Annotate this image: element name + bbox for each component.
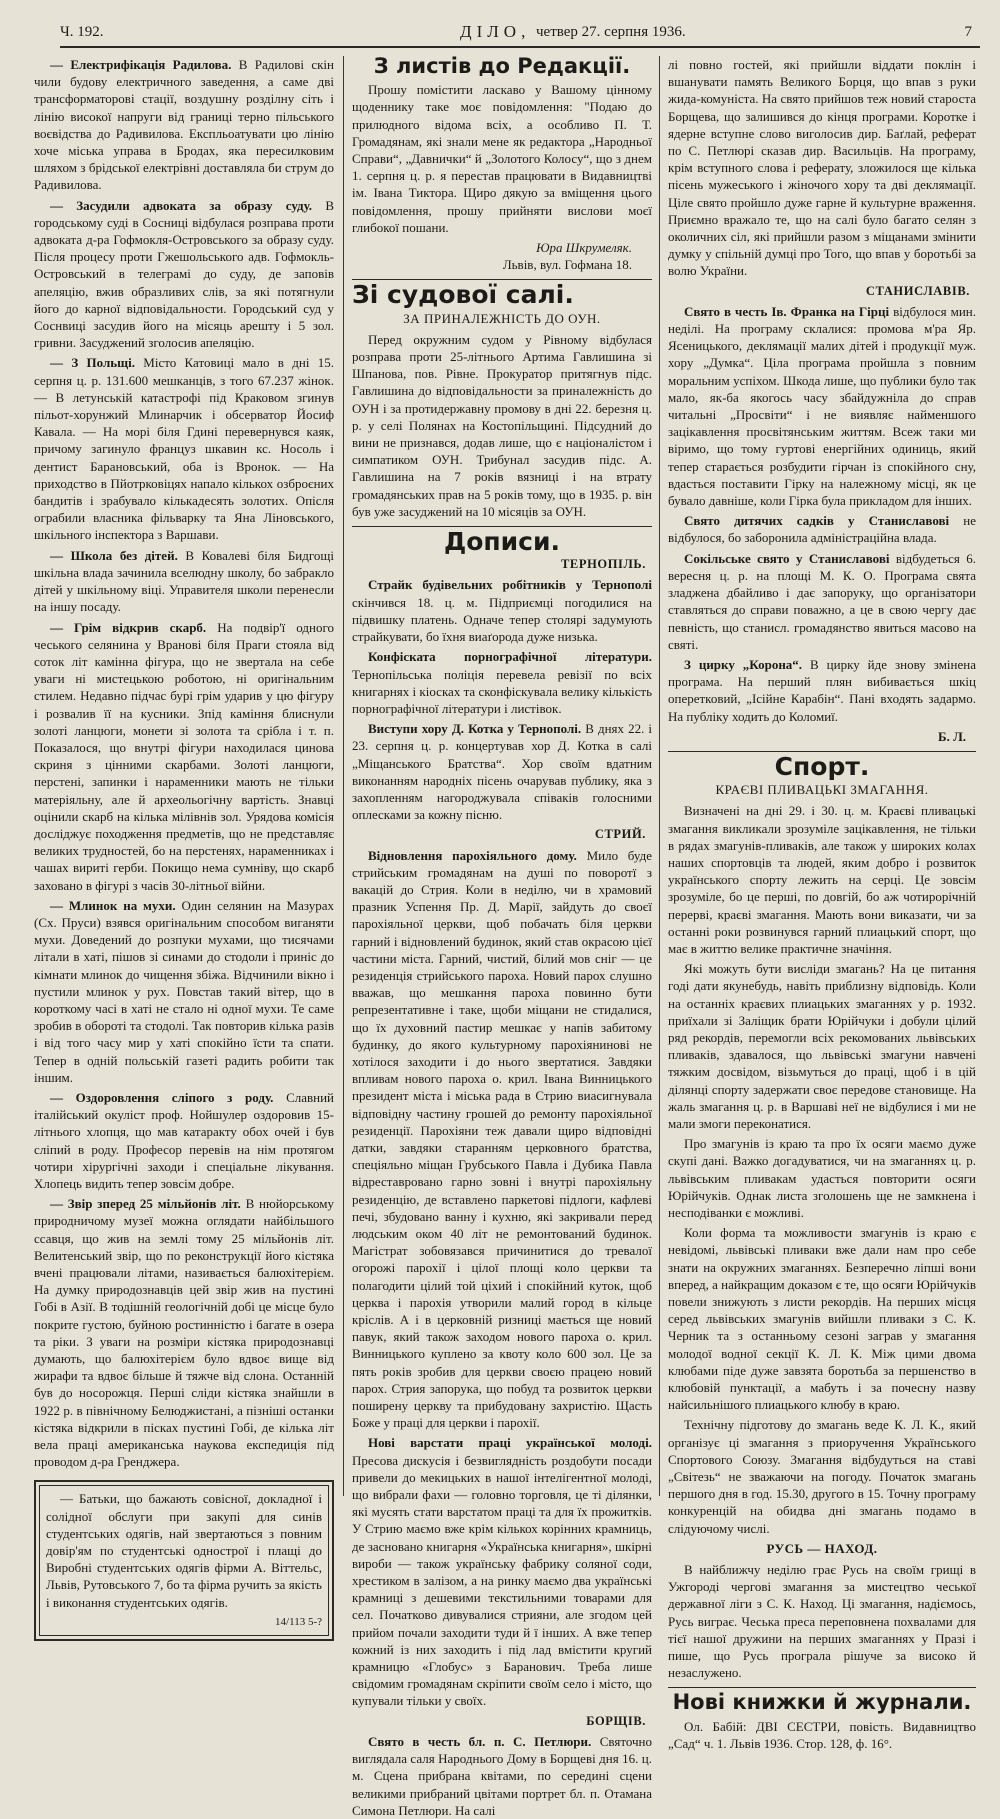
signature-initials: Б. Л. (937, 728, 966, 744)
dopysy-heading: Дописи. (443, 527, 561, 557)
ad-text: — Батьки, що бажають совісної, докладної і солідної обслуги при закупі для синів студентських одягів, най звертаються з повним довір'ям по студентські однострої і плащі до Виробні студентських одягів фірми А. Віттельс, Львів, Рутовського 7, бо та фірма ручить за якість і виконання студентських одягів. (46, 1491, 322, 1610)
issue-date: четвер 27. серпня 1936. (536, 24, 686, 40)
letters-text: Прошу помістити ласкаво у Вашому цінному щоденнику таке моє повідомлення: "Подаю до прилюдного відома всіх, а особливо П. Т. Громадянам, які знали мене як редактора „Народньої Справи“, „Давнички“ й „Золотого Колосу“, що з днем 1. серпня ц. р. я перестав працювати в Видавництві ім. Івана Тиктора. Щиро дякую за вміщення цього повідомлення, прошу прийняти вислови моєї глибокої пошани. (352, 82, 652, 235)
swimming-subheading: КРАЄВІ ПЛИВАЦЬКІ ЗМАГАННЯ. (715, 782, 929, 798)
page-header (60, 22, 980, 48)
place-stanyslaviv: СТАНИСЛАВІВ. (865, 283, 970, 298)
news-item: Свято в честь бл. п. С. Петлюри. Святочно виглядала саля Народнього Дому в Борщеві дня 16. ц. м. Сцена прибрана квітами, по середині сцени великими прибраний цвітами портрет бл. п. Отамана Симона Петлюри. На салі (352, 1733, 652, 1818)
news-item: — Школа без дітей. В Ковалеві біля Бидгощі шкільна влада зачинила вселюдну школу, бо забракло дітей у шкільному віці. Управителя школи перенесли на іншу посаду. (34, 547, 335, 615)
news-item: Нові варстати праці української молоді. Пресова дискусія і безвиглядність роздобути посади привели до мекицьких в нашої інтелігентної молоді, що вибрали фахи — головно торговля, це ті ділянки, які мусять стати варстатом праці та для їх прожитків. У Стрию маємо вже крім кількох корінних крамниць, де засновано книгарня «Українська книгарня», шкірні вироби — також українську фабрику соляної соди, хрестиком в залізом, а на ринку маємо два українські крамниці з дешевими текстильними товарами для сел. Початково дивувалися стрияни, але згодом цей прийом почали заходити туди й ї інших. А вже тепер кожний із них заходить і під лад вмістити кругий крамницю «Глобус» з Баранович. Треба лише свідомим громадянам скріпити своїм село і місто, що купували тільки у своїх. (352, 1435, 652, 1709)
sport-paragraph: В найближчу неділю грає Русь на своїм грищі в Ужгороді чергові змагання за мистецтво чеської державної ліги з С. К. Наход. Ці змагання, надіємось, Русь виграє. Чеська преса переповнена похвалами для тієї нашої дружини на перших змаганнях у Празі і пише, що Русь програла рішуче за високо й незаслужено. (668, 1562, 976, 1681)
news-item: Виступи хору Д. Котка у Тернополі. В днях 22. і 23. серпня ц. р. концертував хор Д. Котка в салі „Міщанського Братства“. Хор своїм вдатним виконанням народніх пісень очарував публику, яка з захопленням нагороджувала співаків голосними оплесками за кожну пісню. (352, 721, 653, 823)
news-item: — Грім відкрив скарб. На подвір'ї одного чеського селянина у Вранові біля Праги стояла від соток літ камінна фігура, що не звертала на себе уваги ні мистецькою роботою, ні оригінальним стилем. Недавно підчас бурі грім ударив у цю фігуру і розвалив її на кусники. Зпід каміння блиснули золоті ланцюги, монети зі золота та срібла і т. п. Показалося, що внутрі фігури находилася цинова скриня з цінними скарбами. Золоті ланцюги, перстені, запинки і нараменники мають не тільки матеріяльну, але й археольогічну вартість. Знавці оцінили скарб на кілька мілівнів зол. Урядова комісія досліджує походження предметів, що не представляє великих трудностей, бо на перстенях, нараменниках і чашах вириті герби. Покищо нема сумніву, що скарб заховано в фігурі з часів 30-літньої війни. (34, 619, 334, 893)
issue-number: Ч. 192. (60, 24, 104, 40)
news-item: Свято дитячих садків у Станиславові не відбулося, бо заборонила адміністраційна влада. (668, 513, 976, 546)
news-item: — Оздоровлення сліпого з роду. Славний італійський окуліст проф. Нойшулер оздоровив 15-літнього хлопця, що мав катаракту обох очей і був сліпий в роду. Професор перевів на нім протягом чотири хірургічні заходи і спеціальне лікування. Хлопець видить тепер зовсім добре. (34, 1089, 334, 1191)
sport-paragraph: Технічну підготову до змагань веде К. Л. К., який організує ці змагання з приоручення Українського Спортового Союзу. Змагання відбудуться на ставі „Світезь“ не зважаючи на погоду. Початок змагань першого дня в год. 15.30, другого в 15. Точну програму конкуренцій на обидва дні змагань подамо в слідуючому числі. (668, 1417, 976, 1536)
letters-address: Львів, вул. Гофмана 18. (502, 257, 632, 273)
news-item: — Звір зперед 25 мільйонів літ. В нюйорському природничому музеї можна оглядати найбільшого ссавця, що жив на землі тому 25 мільйонів літ. Велитенський звір, що по реконструкції його кістяка вчені працювали літами, називається балюхітерієм. На думку природознавців цей звір жив на пустині Гобі в Азії. В тодішній геологічній добі це місце було покрите густою, буйною ростинністю і багате в озера та ріки. З уваги на розміри кістяка природознавці думають, що балюхітерієм було вдвоє вище від жирафи та вдвоє більше й тяжче від слона. Останній був до носорожця. Перші сліди кістяка знайшли в 1922 р. в північному Белюджистані, а пізніші останки кістяка відкрили в пісках пустині Гобі, де кілька літ вела праці американська наукова експедиція під проводом д-ра Гренджера. (34, 1196, 334, 1470)
news-item: — З Польщі. Місто Катовиці мало в дні 15. серпня ц. р. 131.600 мешканців, з того 67.237 жінок. — В летунській катастрофі під Краковом згинув пільот-хорунжий Млинарчик і обсерватор Йосиф Кавала. — На морі біля Гдині перевернувся каяк, причому загинуло француз шкавин кс. Носоль і дентист Барановський, оба із Вронок. — На приходство в Пйотрковіцях напало кількох озброєних бандитів і зрабувало кількадесять золотих. Опісля ограбили власника фільварку та Яна Ліновського, шкільного інспектора з Варшави. (34, 355, 335, 543)
ad-code: 14/113 5-? (275, 1615, 322, 1628)
news-item: Страйк будівельних робітників у Тернополі скінчився 18. ц. м. Підприємці погодилися на підвишку платень. Одначе тепер столярі задумують страйкувати, бо їхня виаґорода дуже низька. (352, 577, 652, 645)
news-item: З цирку „Корона“. В цирку йде знову змінена програма. На перший плян вибивається шкіц оперетковий, „Ісійне Карабін“. Пані входять задармо. На публіку ходить до Коломиї. (668, 656, 976, 724)
place-ternopil: ТЕРНОПІЛЬ. (560, 557, 646, 572)
column-3 (668, 56, 976, 1751)
sport-paragraph: Які можуть бути висліди змагань? На це питання годі дати якунебудь, навіть приблизну відповідь. Коли на останніх краєвих плиацьких змаганнях у р. 1932. приїхали зі Заліщик брати Юрійчуки і добули цілий ряд рекордів, перемогли всіх рекомованих львівських пливаків, здавалося, що львівські змагуни навчені тяжким досвідом, візьмуться до праці, щоб і в цій ділянці спорту задержати своє передове становище. На жаль змагання ц. р. в Варшаві неї не відбулися і ми не мали змоги переконатися. (668, 961, 976, 1131)
section-rule (668, 1687, 976, 1688)
news-item: Сокільське свято у Станиславові відбудеться 6. вересня ц. р. на площі М. К. О. Програма свята зладжена дбайливо і дає запоруку, що організатори ставляться до справи поважно, а це в свою чергу дає певність, що станисл. громадянство явиться масово на святі. (668, 550, 976, 652)
news-item: — Електрифікація Радилова. В Радилові скін чили будову електричного заведення, а саме дві трансформаторові стації, воздушну розділну сіть і лінію високої напруги від границі терно пільського воєвідства до Радивилова. Експльоатувати цю лінію хоче міська управа в Бродах, яка пересилковим шляхом з брідської електрівні доставляла би струм до Радивилова. (34, 57, 334, 193)
column-divider (659, 56, 660, 1496)
page-number: 7 (964, 24, 972, 40)
books-heading: Нові книжки й журнали. (672, 1690, 972, 1715)
column-1 (34, 56, 335, 1628)
column-divider (343, 56, 344, 1496)
news-item: — Засудили адвоката за образу суду. В городському суді в Сосниці відбулася розправа проти адвоката д-ра Гофмокля-Островського за образу суду. Після процесу проти Гжешольського адв. Гофмокль-Островський в телеграмі до суду, де заповів апеляцію, вжив образливих слів, за які потягнули його до карної відповідальности. Городський суд у Соснвиці засудив його на місяць арешту і 5 зол. гривни. Засуджений зголосив апеляцію. (34, 197, 335, 351)
news-item-continued: лі повно гостей, які прийшли віддати поклін і вшанувати память Великого Борця, що впав з руки жида-комуніста. На свято прийшов теж новий староста Борщева, що залишився до кінця програми. Коротке і ядерне вступне слово виголосив дир. Баґлай, реферат по С. Петлюрі сказав дир. Васильців. На програму, крім вступного слова і реферату, зложилося ще кілька пісень мужеського і жіночого хору та дві деклямації. Ціле свято пройшло дуже гарне й культурне враження. Приємно вражало те, що на салі було багато селян з околичних сіл, які прийшли разом з міщанами змінити думку у спільній думці про Того, що впав у боротьбі за волю України. (668, 57, 976, 279)
sport-paragraph: Коли форма та можливости змагунів із краю є невідомі, львівські пливаки вже дали нам про себе знати на окружних змаганнях. Безперечно ліпші вони вперед, а найкращим доказом є те, що осяги Юрійчуків повели знижують з листи рекордів. На перших місця серед львівських змагунів вийшли пливаки з С. К. Черник та з останньому сезоні заграв у змагання молодої водної секції К. Л. К. Між цими двома клюбами піде дуже завзята боротьба за першенство в клюбовій пунктації, а мабуть і за почесну назву найсильнішого плиацького клюбу в краю. (668, 1225, 976, 1413)
masthead: ДІЛО, (460, 22, 531, 41)
news-item: Конфіската порнографічної літератури. Тернопільська поліція перевела ревізії по всіх книгарнях і кіосках та сконфіскувала велику кількість порнографічної літератури і листівок. (352, 649, 652, 716)
column-2 (352, 54, 653, 1818)
court-text: Перед окружним судом у Рівному відбулася розправа проти 25-літнього Артима Гавлишина зі Шпанова, пов. Рівне. Прокуратор притягнув підс. Гавлишина до відповідальности за приналежність до ОУН і за протидержавну промову в дні 22. березня ц. р. у селі Полянах на Костопільщині. Підсудний до вини не признався, додав лише, що є націоналістом і симпатиком ОУН. Трибунал засудив підс. А. Гавлишина на 7 років вязниці і на втрату громадянських прав на 5 років тому, що в 1935. р. він був уже засуджений на 10 місяців за ОУН. (352, 331, 652, 519)
news-item: — Млинок на мухи. Один селянин на Мазурах (Сх. Пруси) взявся оригінальним способом виганяти мухи. Доведений до розпуки мухами, що тисячами літали в хаті, пішов зі синами до стодоли і приніс до кімнати млинок до чищення збіжа. Відчинили вікно і пустили млинок у рух. Повстав такий вітер, що в короткому часі в хаті не стало ні одної мухи. Те саме зробив в обороті та стодолі. Так повторив кілька разів і від того часу мир у хаті спокійно їсти та спати. Тепер в одній польській газеті радить робити так іншим. (34, 897, 334, 1085)
news-item: Свято в честь Ів. Франка на Гірці відбулося мин. неділі. На програму склалися: промова м'ра Яр. Ясеницького, деклямації малих дітей і продукції муж. хору „Думка“. Ціла програма пройшла з повним моральним успіхом. Шкода лише, що публики було так мало, як-ба якогось часу збайдужніла до справ читальні „Просвіти“ і не виявляє найменшого зацікавлення просвітянським життям. Всеж таки ми віримо, що тому гуртові енергійних одиниць, який тепер старається розбудити гірчан із спокійного сну, вдасться поставити Гірку на належному місці, як це бувало давніше, коли Гірка була прикладом для інших. (668, 303, 976, 509)
letters-heading: З листів до Редакції. (373, 54, 631, 78)
rus-nakhod-subheading: РУСЬ — НАХОД. (766, 1540, 878, 1556)
court-subheading: ЗА ПРИНАЛЕЖНІСТЬ ДО ОУН. (403, 310, 601, 326)
news-item: Відновлення парохіяльного дому. Мило буде стрийським громадянам на душі по поворотї з вакацій до Стрия. Коли в неділю, чи в храмовий празник Успення Пр. Д. Марії, зайдуть до своєї парохіяльної церкви, щоб побачать біля церкви гарний і відновлений будинок, який став окрасою цієї частини міста. Гарний, чистий, білий мов сніг — це резиденція стрийського пароха. Новий парох слушно вважав, що мешкання пароха повинно бути репрезентативне і таке, щоби міщани не стидалися, що їх духовний пастир мешкає у напів забитому будинку, до якого культурному парохіянинові не хотілося заходити і до нього звертатися. Завдяки впливам нового пароха о. крил. Івана Винницького президент міста і міська рада в Стрию виасигнувала відповідну частину грошей до ремонту парохіяльної резиденції. Парохіяни теж давали щиро відповідні датки, завдяки старанням церковного братства, спеціяльно міщан Грубського Павла і Дубика Павла відреставровано гарно зовні і внутрі парохіяльну резиденцію, де вставлено паркетові підлоги, кафлеві печі, збудовано ванну і кухню, які закривали перед людським оком 40 літ не ремонтований будинок. Магістрат зобовязався причинитися до тревалої огорожі парохії і цілої площі коло церкви та полагодити цілий той ціхий і спокійний куток, щоб церква і парохія утворили малий город в кільце кріслів. А і в церковній ризниці мається ще новий павук, який також заходом нового пароха о. крил. Винницького куплено за квоту коло 600 зол. Це за пять років зробив для церкви своєю працею новий парох. Стрия запорука, що побуд та розвиток церкви поширену церкву та прибудовану захристію. Щасть Боже у праці для церкви і парохії. (352, 847, 652, 1431)
letters-signature: Юра Шкрумеляк. (536, 240, 632, 256)
court-heading: Зі судової салі. (352, 280, 574, 310)
sport-paragraph: Про змагунів із краю та про їх осяги маємо дуже скупі дані. Важко догадуватися, чи на змаганнях ц. р. львівським пливакам удасться повторити осяги Юрійчуків. Однак листа зголошень ще не замкнена і несподіванки є можливі. (668, 1136, 976, 1220)
sport-paragraph: Визначені на дні 29. і 30. ц. м. Краєві пливацькі змагання викликали зрозуміле зацікавлення, не тільки в рядах змагунів-пливаків, але також у широких колах наших спортовців та людей, яким добро і розвиток українського спорту лежить на серці. Це зовсім зрозуміле, бо це перші, по довгій, бо аж чотирорічній перерві, краєві змагання. Мають вони виказати, чи за останні роки розвинувся гарний плиацький спорт, що має в життю велике практичне значіння. (668, 803, 976, 956)
advertisement-box (34, 1480, 334, 1641)
place-borshchiv: БОРЩІВ. (586, 1713, 646, 1728)
place-stryi: СТРИЙ. (594, 827, 646, 842)
sport-heading: Спорт. (774, 751, 870, 781)
books-text: Ол. Бабій: ДВІ СЕСТРИ, повість. Видавництво „Сад“ ч. 1. Львів 1936. Стор. 128, ф. 16°. (668, 1718, 976, 1751)
